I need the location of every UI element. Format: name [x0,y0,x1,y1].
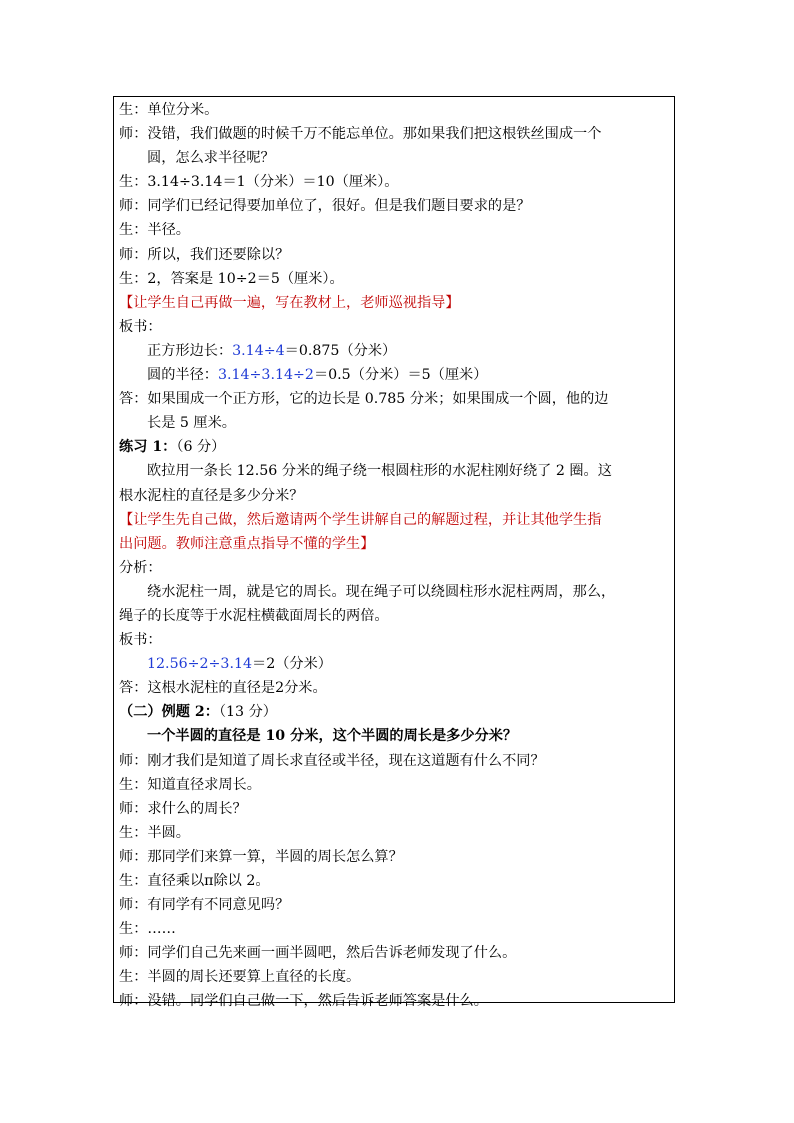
dialogue-line: 师：求什么的周长？ [119,800,247,817]
board-label: 板书： [119,318,162,335]
dialogue-line: 生：半圆。 [119,824,190,841]
problem-line: 欧拉用一条长 12.56 分米的绳子绕一根圆柱形的水泥柱刚好绕了 2 圈。这 [147,463,612,480]
dialogue-line: 师：所以，我们还要除以？ [119,246,290,263]
dialogue-line: 师：有同学有不同意见吗？ [119,897,290,914]
teaching-note: 【让学生先自己做，然后邀请两个学生讲解自己的解题过程，并让其他学生指 [119,511,602,528]
board-line: 正方形边长：3.14÷4＝0.875（分米） [147,342,397,359]
dialogue-line: 生：半圆的周长还要算上直径的长度。 [119,969,361,986]
dialogue-line: 生：知道直径求周长。 [119,776,261,793]
dialogue-line: 师：同学们已经记得要加单位了，很好。但是我们题目要求的是？ [119,198,531,215]
dialogue-line: 生：单位分米。 [119,102,219,118]
dialogue-line: 圆，怎么求半径呢？ [147,150,275,167]
analysis-label: 分析： [119,559,162,576]
dialogue-line: 师：刚才我们是知道了周长求直径或半径，现在这道题有什么不同？ [119,752,545,769]
answer-line: 长是 5 厘米。 [147,415,236,432]
dialogue-line: 师：同学们自己先来画一画半圆吧，然后告诉老师发现了什么。 [119,945,517,962]
board-line: 圆的半径：3.14÷3.14÷2＝0.5（分米）＝5（厘米） [147,367,488,384]
analysis-line: 绳子的长度等于水泥柱横截面周长的两倍。 [119,607,389,624]
board-line: 12.56÷2÷3.14＝2（分米） [147,656,332,673]
board-label: 板书： [119,632,162,649]
dialogue-line: 师：没错，我们做题的时候千万不能忘单位。那如果我们把这根铁丝围成一个 [119,126,602,143]
answer-line: 答：如果围成一个正方形，它的边长是 0.785 分米；如果围成一个圆，他的边 [119,391,609,408]
dialogue-line: 生：3.14÷3.14＝1（分米）＝10（厘米）。 [119,174,399,191]
dialogue-line: 生：半径。 [119,222,190,239]
teaching-note: 出问题。教师注意重点指导不懂的学生】 [119,535,375,552]
dialogue-line: 生：2，答案是 10÷2＝5（厘米）。 [119,270,344,287]
problem-line: 根水泥柱的直径是多少分米？ [119,487,304,504]
dialogue-line: 师：没错。同学们自己做一下，然后告诉老师答案是什么。 [119,993,488,1010]
dialogue-line: 师：那同学们来算一算，半圆的周长怎么算？ [119,848,403,865]
exercise-heading: 练习 1：（6 分） [119,439,226,456]
answer-line: 答：这根水泥柱的直径是2分米。 [119,680,327,697]
teaching-note: 【让学生自己再做一遍，写在教材上，老师巡视指导】 [119,294,460,311]
dialogue-line: 生：…… [119,921,176,938]
analysis-line: 绕水泥柱一周，就是它的周长。现在绳子可以绕圆柱形水泥柱两周，那么， [147,583,616,600]
problem-line: 一个半圆的直径是 10 分米，这个半圆的周长是多少分米？ [147,728,518,745]
dialogue-line: 生：直径乘以π除以 2。 [119,873,270,889]
lesson-text [119,98,674,1014]
example-heading: （二）例题 2：（13 分） [119,704,277,721]
